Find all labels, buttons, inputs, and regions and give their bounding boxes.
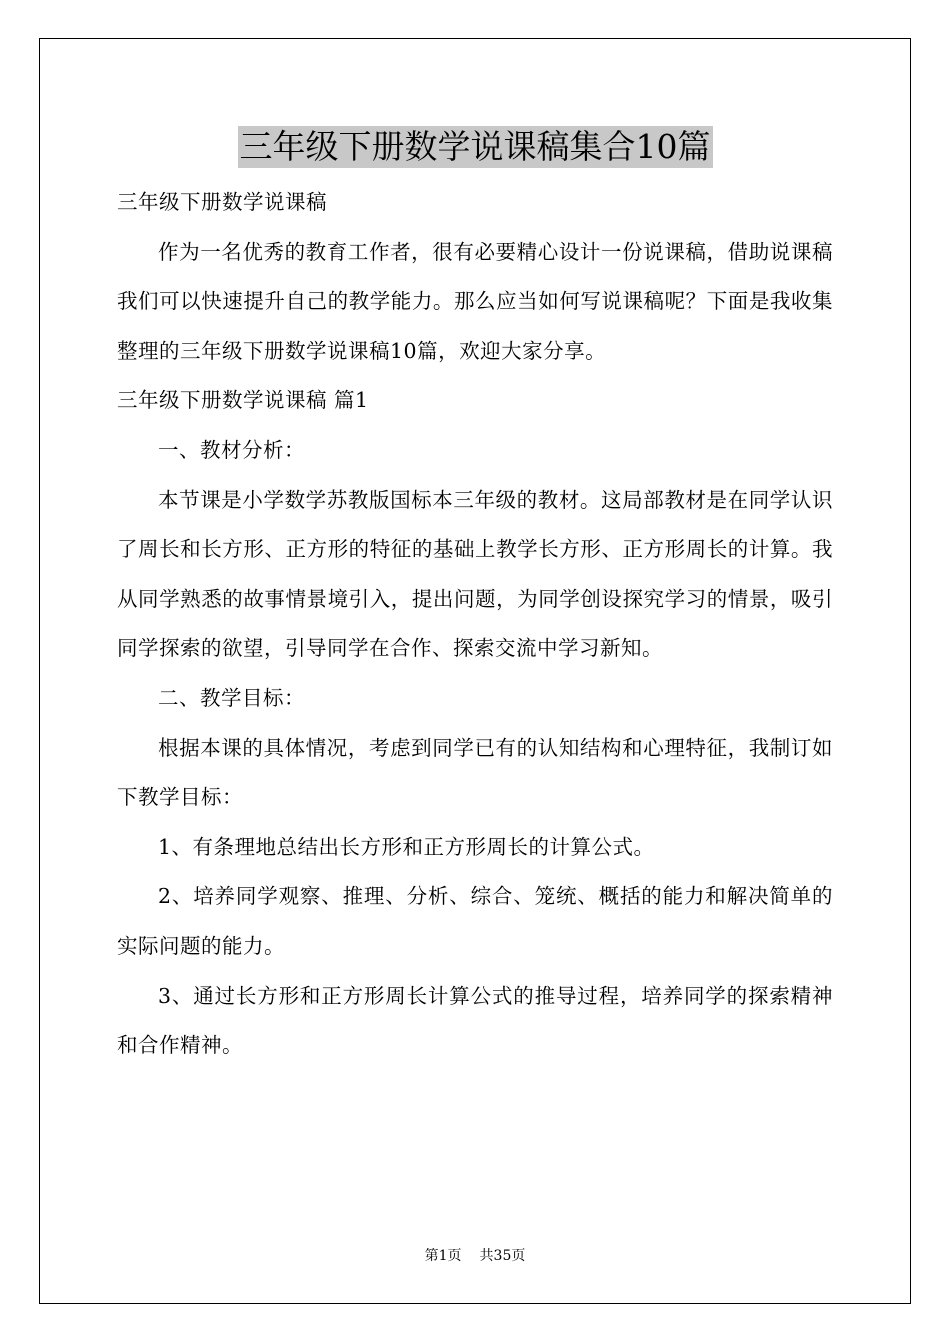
- page-number: 第1页: [424, 1248, 462, 1264]
- page-footer: [0, 1246, 950, 1266]
- paragraph: 3、通过长方形和正方形周长计算公式的推导过程，培养同学的探索精神和合作精神。: [117, 983, 833, 1058]
- paragraph: 二、教学目标：: [158, 685, 305, 710]
- document-body: [117, 178, 833, 1071]
- paragraph: 根据本课的具体情况，考虑到同学已有的认知结构和心理特征，我制订如下教学目标：: [117, 735, 833, 810]
- paragraph: 一、教材分析：: [158, 437, 305, 462]
- paragraph: 本节课是小学数学苏教版国标本三年级的教材。这局部教材是在同学认识了周长和长方形、正方形的特征的基础上教学长方形、正方形周长的计算。我从同学熟悉的故事情景境引入，提出问题，为同学创设探究学习的情景，吸引同学探索的欲望，引导同学在合作、探索交流中学习新知。: [117, 487, 833, 661]
- paragraph: 2、培养同学观察、推理、分析、综合、笼统、概括的能力和解决简单的实际问题的能力。: [117, 884, 833, 958]
- paragraph: 三年级下册数学说课稿: [117, 190, 327, 214]
- section-heading: 三年级下册数学说课稿 篇1: [117, 388, 369, 413]
- document-title: 三年级下册数学说课稿集合10篇: [239, 127, 711, 166]
- title-wrap: [0, 126, 950, 168]
- paragraph: 1、有条理地总结出长方形和正方形周长的计算公式。: [158, 834, 655, 859]
- paragraph: 作为一名优秀的教育工作者，很有必要精心设计一份说课稿，借助说课稿我们可以快速提升自己的教学能力。那么应当如何写说课稿呢？下面是我收集整理的三年级下册数学说课稿10篇，欢迎大家分享。: [117, 239, 833, 363]
- page-total: 共35页: [479, 1248, 526, 1264]
